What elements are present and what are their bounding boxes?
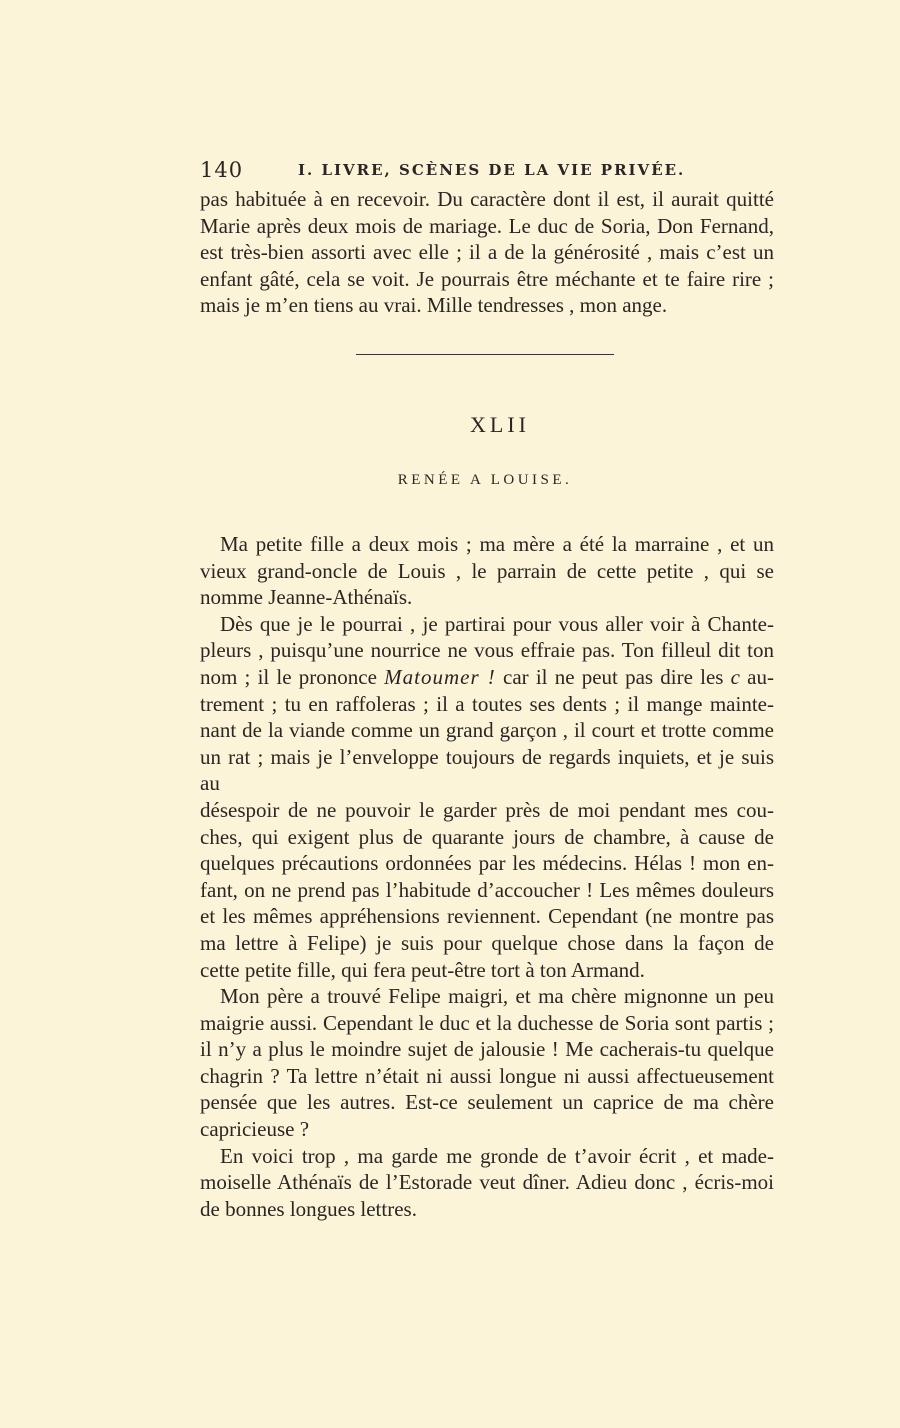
text-line: capricieuse ? <box>200 1117 310 1142</box>
text-fragment: au- <box>739 664 774 689</box>
text-line: un rat ; mais je l’enveloppe toujours de regards inquiets, et je suis au <box>200 744 774 796</box>
text-line: chagrin ? Ta lettre n’était ni aussi longue ni aussi affectueusement <box>200 1063 774 1088</box>
text-fragment: nom ; il le prononce <box>200 664 385 689</box>
chapter-title: RENÉE A LOUISE. <box>397 472 573 488</box>
text-line: ma lettre à Felipe) je suis pour quelque chose dans la façon de <box>200 930 774 955</box>
text-line: nant de la viande comme un grand garçon , il court et trotte comme <box>200 718 774 743</box>
page-number: 140 <box>200 158 244 182</box>
text-line-with-emphasis <box>200 664 774 691</box>
text-line: pas habituée à en recevoir. Du caractère dont il est, il aurait quitté <box>200 187 774 211</box>
continuation-text <box>200 186 774 319</box>
text-line: fant, on ne prend pas l’habitude d’accoucher ! Les mêmes douleurs <box>200 877 774 902</box>
text-line: Ma petite fille a deux mois ; ma mère a été la marraine , et un <box>220 532 774 556</box>
text-line: En voici trop , ma garde me gronde de t’avoir écrit , et made- <box>220 1143 774 1168</box>
emphasized-word: Matoumer ! <box>384 664 496 689</box>
section-divider <box>356 354 614 355</box>
text-line: de bonnes longues lettres. <box>200 1196 417 1221</box>
text-line: enfant gâté, cela se voit. Je pourrais être méchante et te faire rire ; <box>200 266 774 291</box>
emphasized-letter: c <box>730 664 740 689</box>
text-line: cette petite fille, qui fera peut-être tort à ton Armand. <box>200 957 645 982</box>
text-line: est très-bien assorti avec elle ; il a de la générosité , mais c’est un <box>200 240 774 265</box>
text-line: pleurs , puisqu’une nourrice ne vous effraie pas. Ton filleul dit ton <box>200 638 774 663</box>
text-line: quelques précautions ordonnées par les médecins. Hélas ! mon en- <box>200 851 774 876</box>
text-line: pensée que les autres. Est-ce seulement un caprice de ma chère <box>200 1090 774 1115</box>
chapter-number: XLII <box>470 412 530 437</box>
text-line: trement ; tu en raffoleras ; il a toutes ses dents ; il mange mainte- <box>200 691 774 716</box>
text-line: moiselle Athénaïs de l’Estorade veut dîner. Adieu donc , écris-moi <box>200 1170 774 1195</box>
text-line: vieux grand-oncle de Louis , le parrain de cette petite , qui se <box>200 558 774 583</box>
text-line: il n’y a plus le moindre sujet de jalousie ! Me cacherais-tu quelque <box>200 1037 774 1062</box>
text-line: et les mêmes appréhensions reviennent. Cependant (ne montre pas <box>200 904 774 929</box>
text-line: Mon père a trouvé Felipe maigri, et ma chère mignonne un peu <box>220 984 774 1009</box>
text-line: ches, qui exigent plus de quarante jours de chambre, à cause de <box>200 824 774 849</box>
running-head: I. LIVRE, SCÈNES DE LA VIE PRIVÉE. <box>298 161 686 179</box>
letter-body <box>200 531 774 1222</box>
text-fragment: car il ne peut pas dire les <box>495 664 731 689</box>
text-line: mais je m’en tiens au vrai. Mille tendresses , mon ange. <box>200 293 668 318</box>
text-line: désespoir de ne pouvoir le garder près de moi pendant mes cou- <box>200 797 774 822</box>
text-line: Marie après deux mois de mariage. Le duc de Soria, Don Fernand, <box>200 213 774 238</box>
text-line: maigrie aussi. Cependant le duc et la duchesse de Soria sont partis ; <box>200 1010 774 1035</box>
text-line: nomme Jeanne-Athénaïs. <box>200 585 413 610</box>
text-line: Dès que je le pourrai , je partirai pour vous aller voir à Chante- <box>220 611 774 636</box>
page-header <box>200 158 774 188</box>
